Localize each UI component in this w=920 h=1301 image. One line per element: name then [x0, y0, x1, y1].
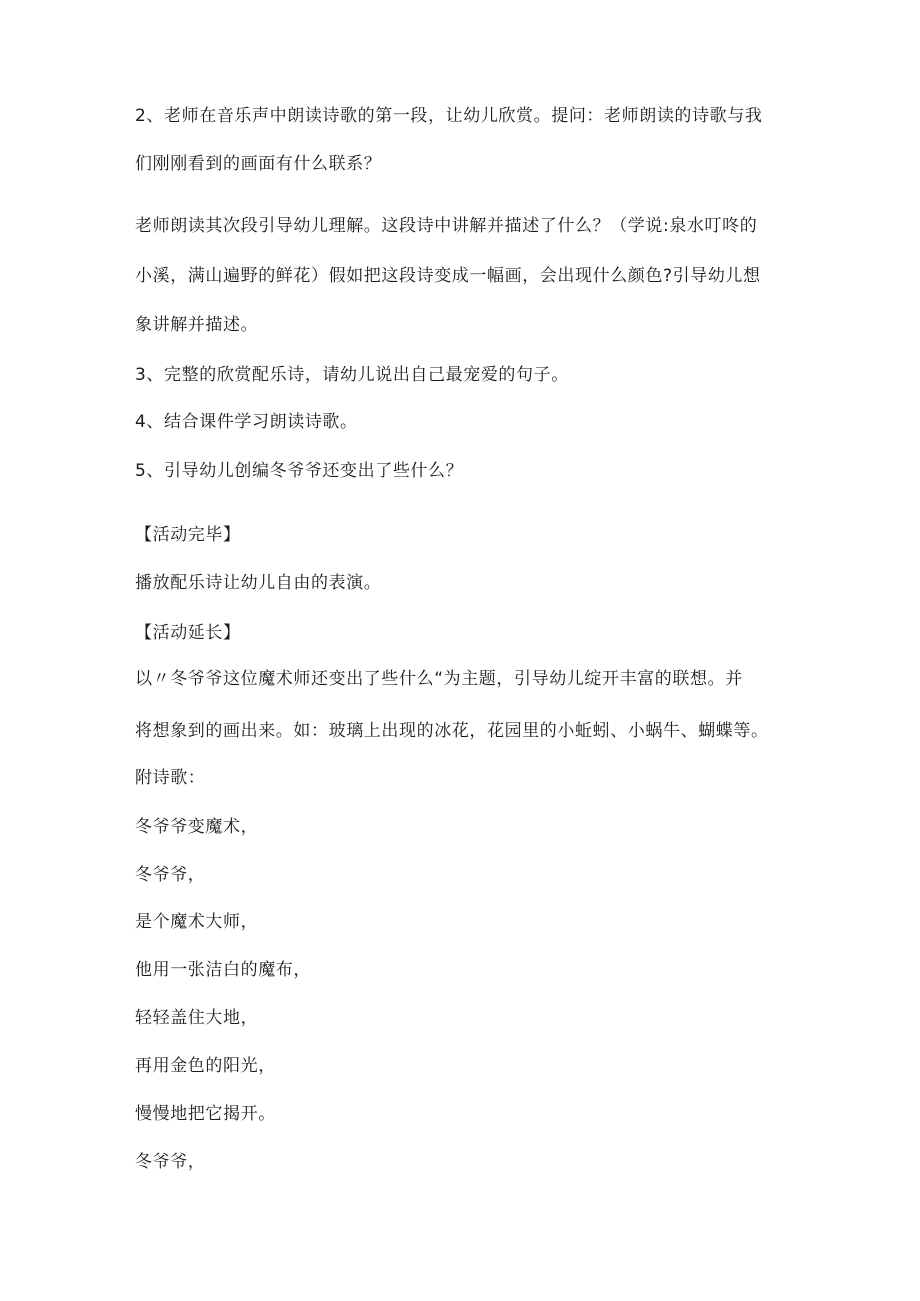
list-item: 5、引导幼儿创编冬爷爷还变出了些什么？: [135, 461, 464, 481]
poem-line: 轻轻盖住大地，: [135, 1008, 259, 1028]
paragraph-line: 们刚刚看到的画面有什么联系？: [135, 154, 382, 174]
list-item: 3、完整的欣赏配乐诗，请幼儿说出自己最宠爱的句子。: [135, 365, 569, 385]
paragraph-line: 以〃冬爷爷这位魔术师还变出了些什么“为主题，引导幼儿绽开丰富的联想。并: [135, 669, 743, 689]
list-item: 4、结合课件学习朗读诗歌。: [135, 412, 358, 432]
paragraph-line: 老师朗读其次段引导幼儿理解。这段诗中讲解并描述了什么？（学说:泉水叮咚的: [135, 216, 758, 236]
poem-line: 再用金色的阳光，: [135, 1056, 276, 1076]
paragraph-line: 播放配乐诗让幼儿自由的表演。: [135, 573, 382, 593]
poem-line: 冬爷爷变魔术，: [135, 817, 259, 837]
poem-line: 他用一张洁白的魔布，: [135, 960, 311, 980]
poem-line: 冬爷爷，: [135, 1152, 206, 1172]
section-heading: 【活动完毕】: [135, 525, 241, 545]
poem-line: 是个魔术大师，: [135, 912, 259, 932]
paragraph-line: 将想象到的画出来。如：玻璃上出现的冰花，花园里的小蚯蚓、小蜗牛、蝴蝶等。: [135, 721, 769, 741]
paragraph-line: 小溪，满山遍野的鲜花）假如把这段诗变成一幅画，会出现什么颜色?引导幼儿想: [135, 266, 761, 286]
paragraph-line: 2、老师在音乐声中朗读诗歌的第一段，让幼儿欣赏。提问：老师朗读的诗歌与我: [135, 106, 763, 126]
section-heading: 【活动延长】: [135, 623, 241, 643]
poem-line: 慢慢地把它揭开。: [135, 1104, 276, 1124]
poem-line: 冬爷爷，: [135, 865, 206, 885]
paragraph-line: 象讲解并描述。: [135, 315, 259, 335]
poem-intro: 附诗歌：: [135, 768, 206, 788]
